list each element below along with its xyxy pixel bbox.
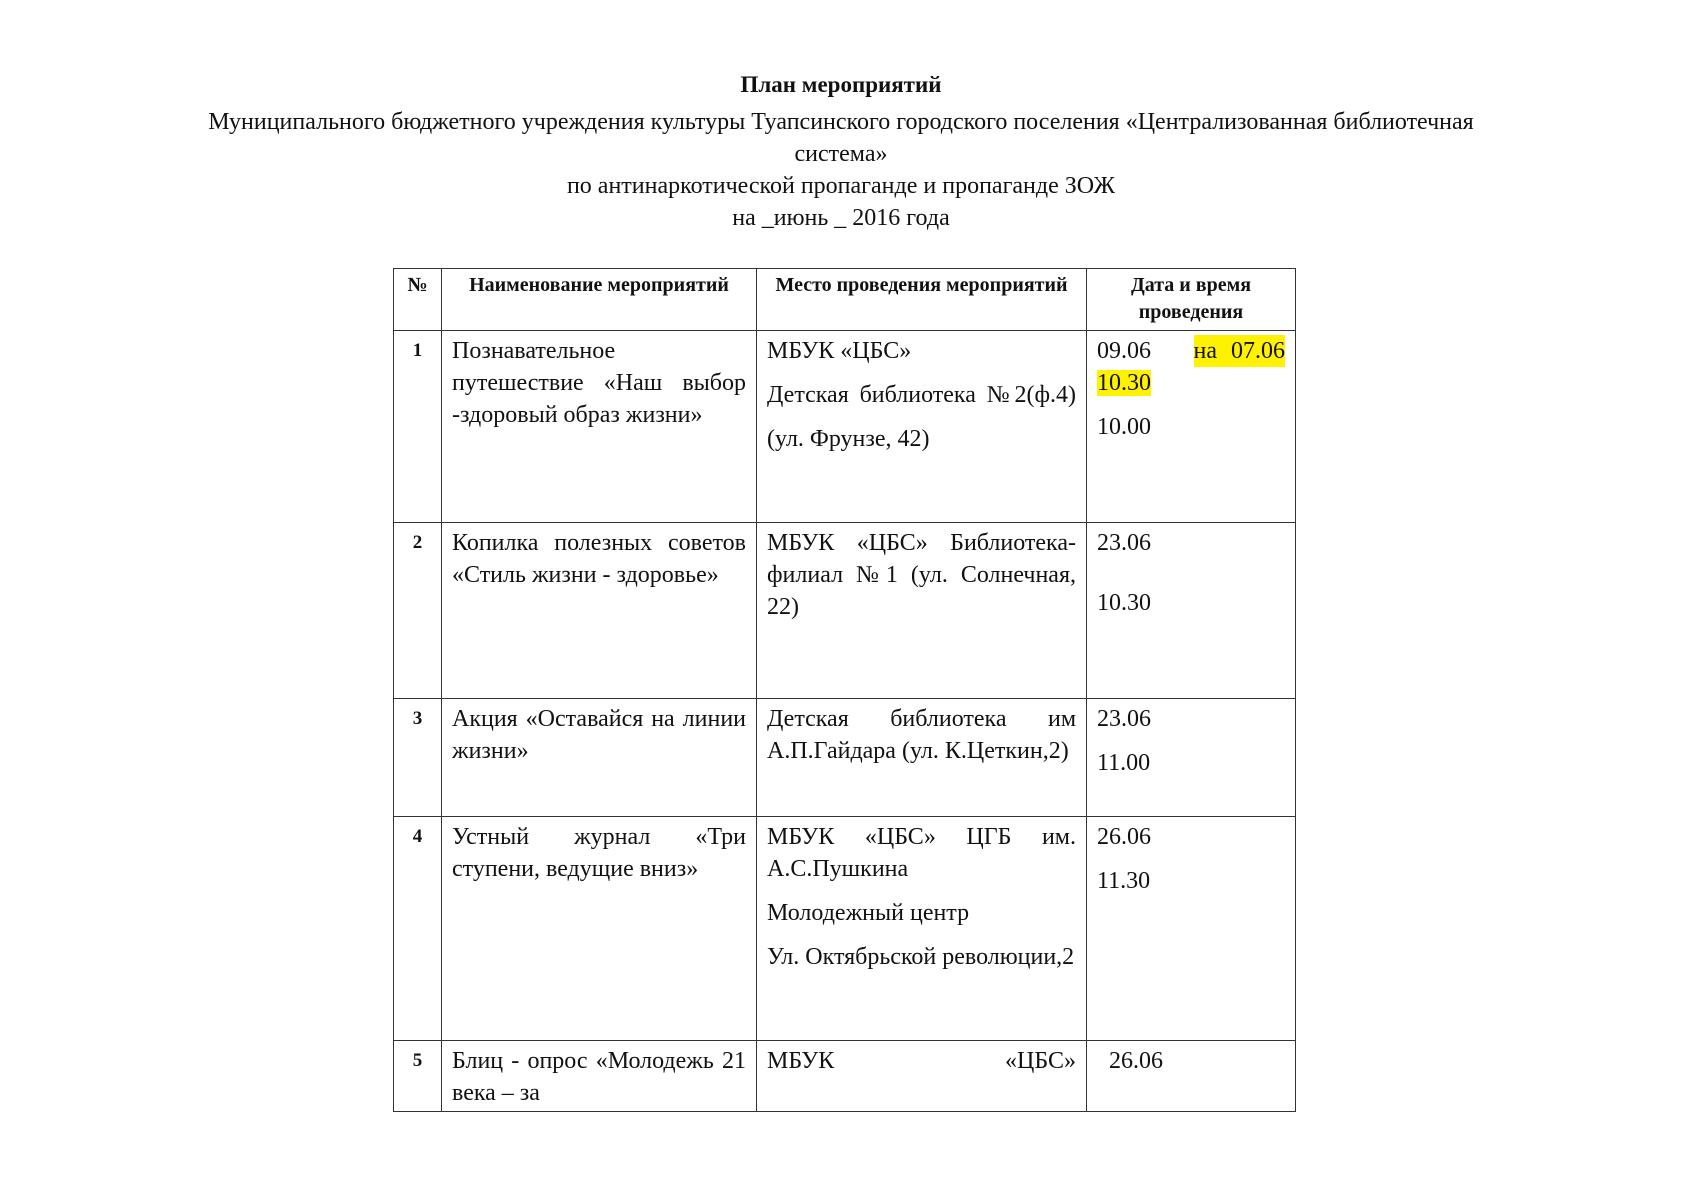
event-date: 23.06	[1097, 530, 1151, 556]
date-line	[1097, 335, 1285, 367]
table-row	[394, 331, 1296, 523]
place-line: МБУК «ЦБС» ЦГБ им. А.С.Пушкина	[767, 824, 1076, 882]
row-number: 2	[394, 523, 442, 699]
event-place: МБУК «ЦБС»	[757, 1041, 1087, 1112]
table-row	[394, 817, 1296, 1041]
date-change-note: на 07.06	[1194, 335, 1286, 367]
column-header-datetime: Дата и время проведения	[1087, 269, 1296, 331]
column-header-number: №	[394, 269, 442, 331]
place-line: Молодежный центр	[767, 900, 970, 926]
table-header-row	[394, 269, 1296, 331]
event-name: Устный журнал «Три ступени, ведущие вниз»	[442, 817, 757, 1041]
place-line: МБУК «ЦБС»	[767, 338, 912, 364]
place-line: (ул. Фрунзе, 42)	[767, 426, 930, 452]
event-time: 10.30	[1097, 590, 1151, 616]
event-datetime	[1087, 817, 1296, 1041]
organization-line: Муниципального бюджетного учреждения культуры Туапсинского городского поселения «Централизованная библиотечная система»	[208, 109, 1474, 167]
table-row	[394, 699, 1296, 817]
row-number: 5	[394, 1041, 442, 1112]
event-place	[757, 331, 1087, 523]
event-name: Акция «Оставайся на линии жизни»	[442, 699, 757, 817]
event-date: 26.06	[1097, 824, 1151, 850]
event-date: 09.06	[1097, 338, 1151, 364]
document-title: План мероприятий	[740, 72, 942, 97]
event-time: 10.00	[1097, 414, 1151, 440]
event-place: Детская библиотека им А.П.Гайдара (ул. К.Цеткин,2)	[757, 699, 1087, 817]
event-time: 11.30	[1097, 868, 1151, 894]
time-change-note: 10.30	[1097, 370, 1151, 396]
row-number: 4	[394, 817, 442, 1041]
time-change-line	[1097, 367, 1285, 399]
event-name: Копилка полезных советов «Стиль жизни - здоровье»	[442, 523, 757, 699]
event-datetime	[1087, 1041, 1296, 1112]
place-line: Детская библиотека №2(ф.4)	[767, 382, 1076, 408]
topic-line: по антинаркотической пропаганде и пропаганде ЗОЖ	[566, 173, 1116, 199]
event-place: МБУК «ЦБС» Библиотека-филиал №1 (ул. Солнечная, 22)	[757, 523, 1087, 699]
event-datetime	[1087, 523, 1296, 699]
event-date: 26.06	[1109, 1048, 1163, 1074]
event-name: Блиц - опрос «Молодежь 21 века – за	[442, 1041, 757, 1112]
event-date: 23.06	[1097, 706, 1151, 732]
column-header-place: Место проведения мероприятий	[757, 269, 1087, 331]
table-row	[394, 1041, 1296, 1112]
document-header	[0, 70, 1682, 234]
events-table	[393, 268, 1296, 1112]
row-number: 1	[394, 331, 442, 523]
event-place	[757, 817, 1087, 1041]
event-time: 11.00	[1097, 750, 1151, 776]
place-line: Ул. Октябрьской революции,2	[767, 944, 1075, 970]
period-line: на _июнь _ 2016 года	[732, 205, 950, 231]
row-number: 3	[394, 699, 442, 817]
column-header-name: Наименование мероприятий	[442, 269, 757, 331]
table-row	[394, 523, 1296, 699]
event-datetime	[1087, 331, 1296, 523]
event-name: Познавательное путешествие «Наш выбор -здоровый образ жизни»	[442, 331, 757, 523]
event-datetime	[1087, 699, 1296, 817]
